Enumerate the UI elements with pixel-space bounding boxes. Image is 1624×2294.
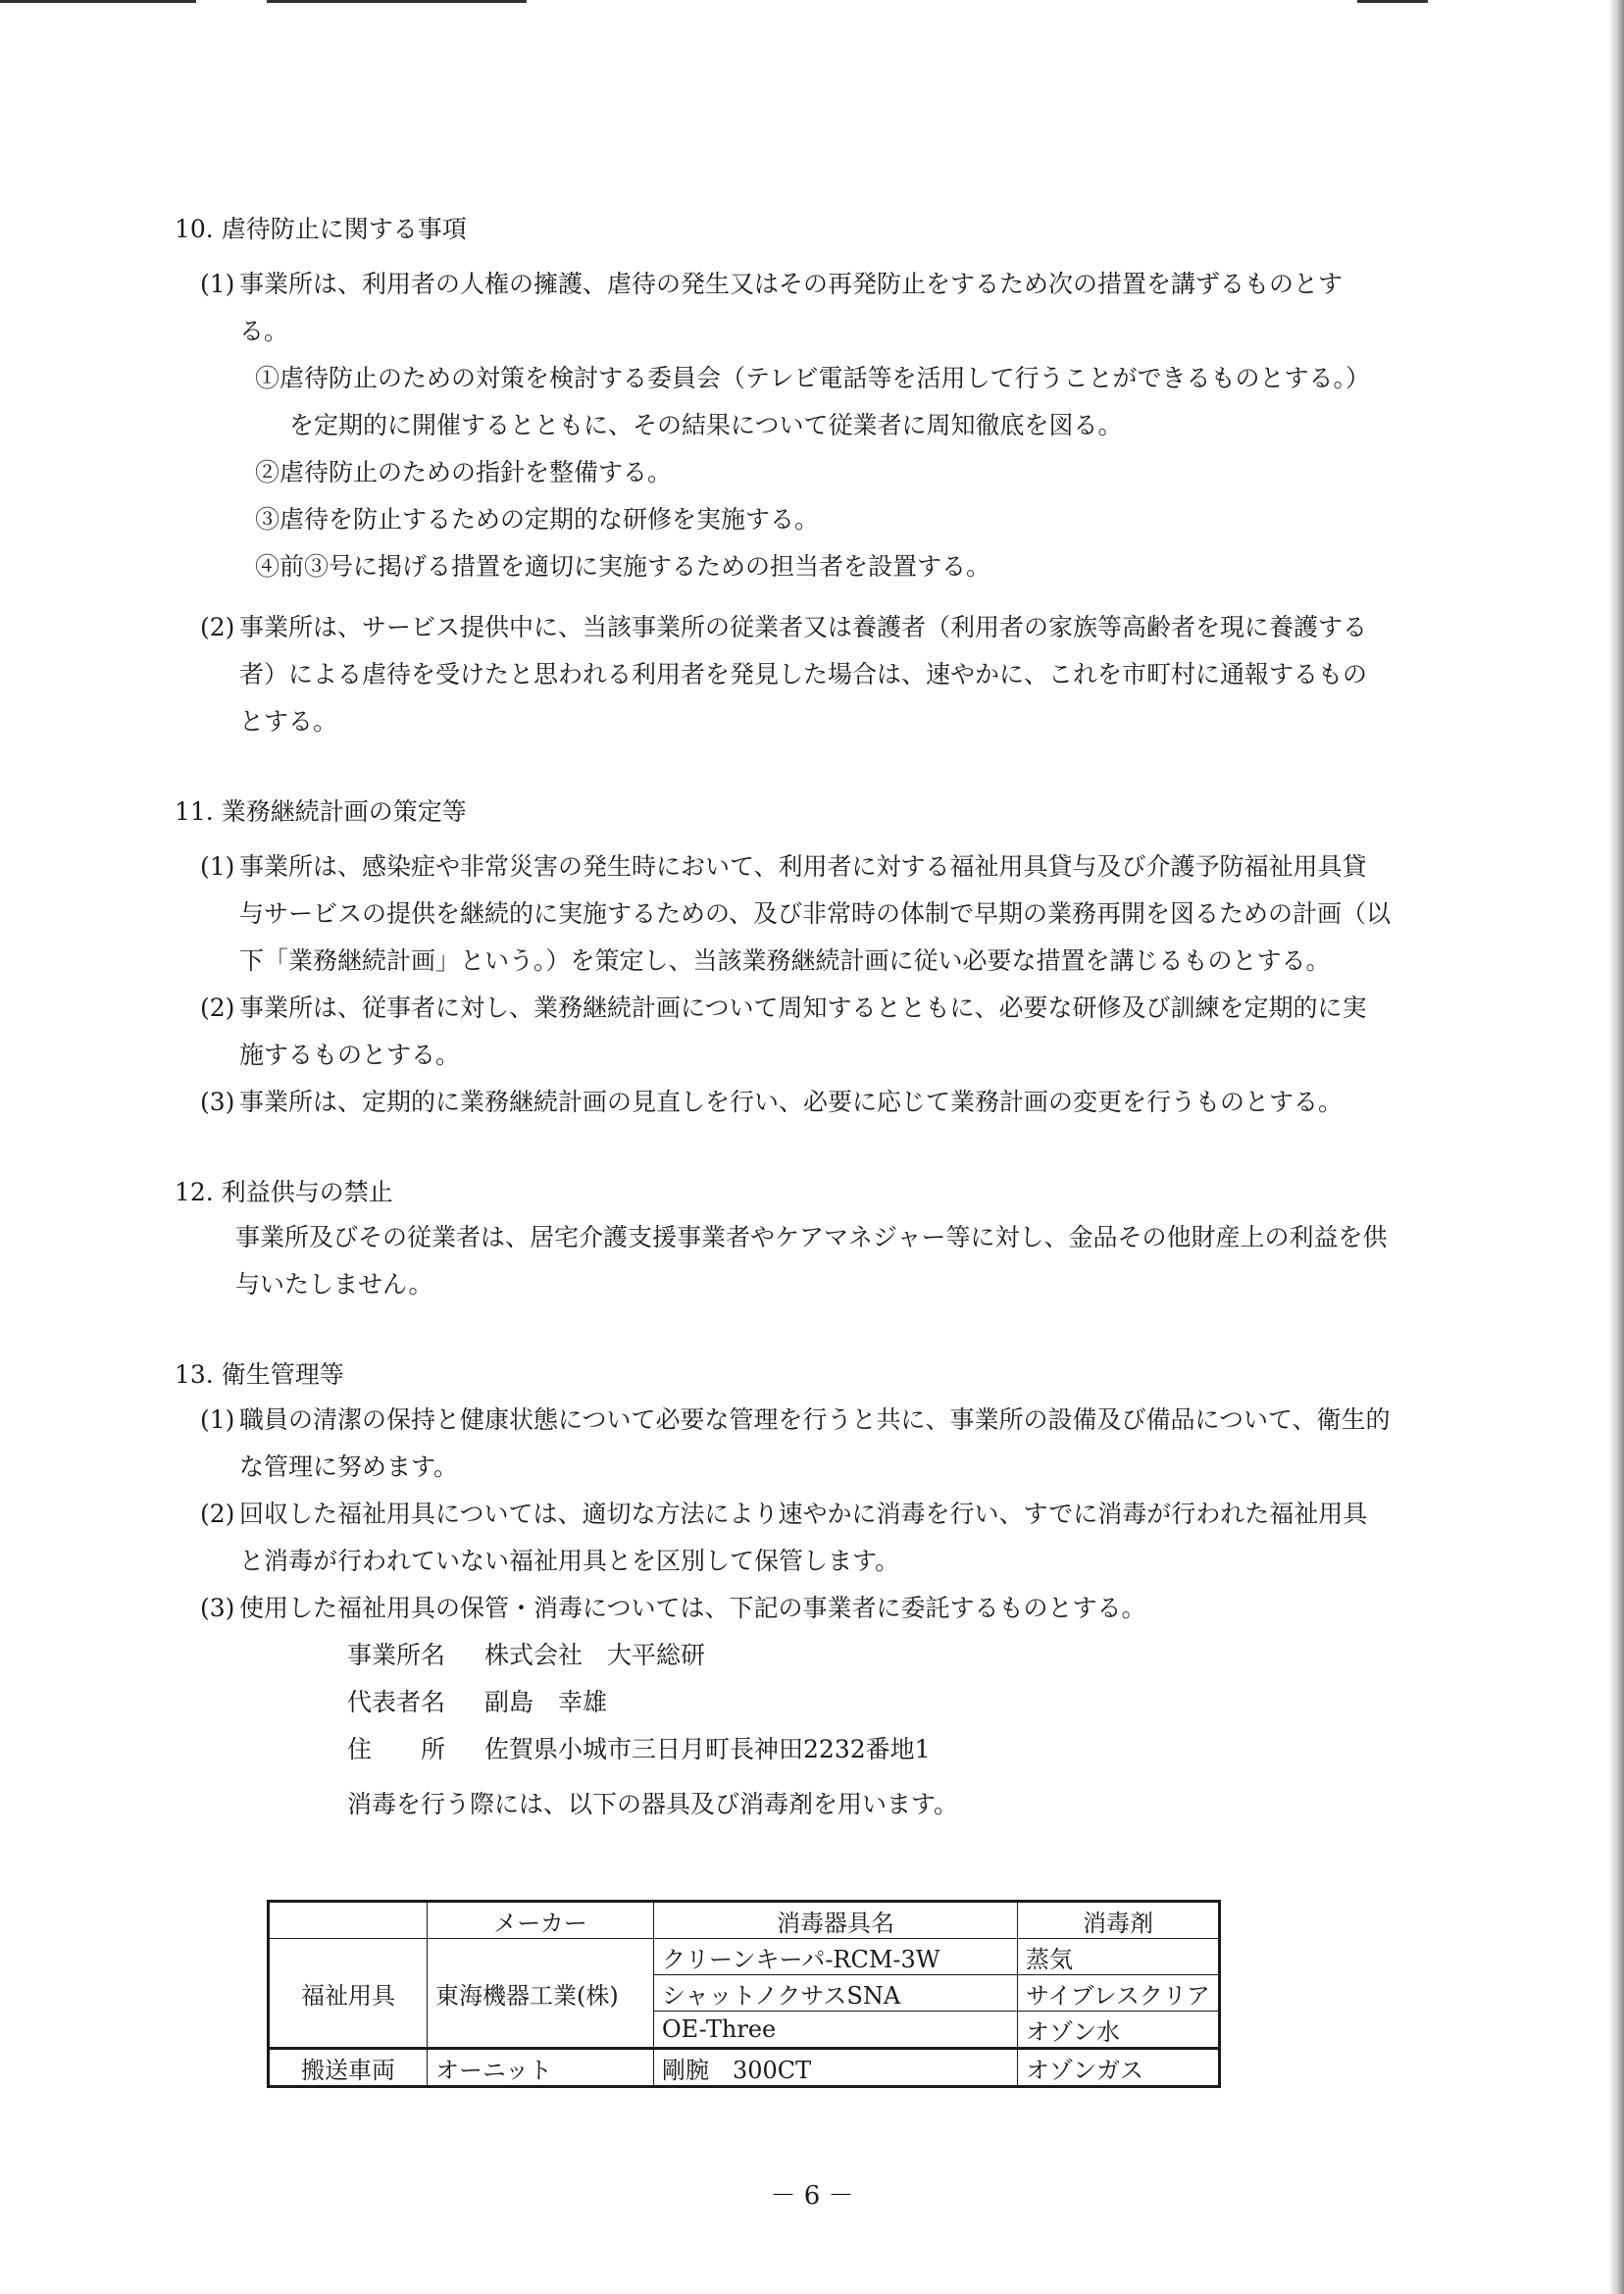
page-edge-shadow	[1608, 0, 1624, 2294]
item-number: (1)	[200, 270, 235, 298]
list-item	[175, 604, 1391, 745]
page-number: － 6 －	[770, 2181, 854, 2211]
section-10	[175, 208, 1391, 745]
field-value: 株式会社 大平総研	[484, 1641, 706, 1669]
equipment-note: 消毒を行う際には、以下の器具及び消毒剤を用います。	[347, 1790, 959, 1818]
item-text: 事業所は、従事者に対し、業務継続計画について周知するとともに、必要な研修及び訓練を定期的に実施するものとする。	[239, 994, 1367, 1069]
table-header: 消毒剤	[1018, 1902, 1220, 1939]
list-item	[175, 1585, 1391, 1632]
field-value: 佐賀県小城市三日月町長神田2232番地1	[484, 1735, 931, 1763]
item-text: 事業所は、感染症や非常災害の発生時において、利用者に対する福祉用具貸与及び介護予防福祉用具貸与サービスの提供を継続的に実施するための、及び非常時の体制で早期の業務再開を図るための計画（以下「業務継続計画」という。）を策定し、当該業務継続計画に従い必要な措置を講じるものとする。	[239, 852, 1392, 975]
item-text: 回収した福祉用具については、適切な方法により速やかに消毒を行い、すでに消毒が行われた福祉用具と消毒が行われていない福祉用具とを区別して保管します。	[239, 1500, 1368, 1575]
item-number: (2)	[200, 1500, 235, 1528]
sub-item: ①虐待防止のための対策を検討する委員会（テレビ電話等を活用して行うことができるものとする。）を定期的に開催するとともに、その結果について従業者に周知徹底を図る。	[255, 364, 1371, 439]
scan-mark-left	[0, 0, 196, 3]
table-cell: OE-Three	[654, 2012, 1018, 2049]
item-text: 使用した福祉用具の保管・消毒については、下記の事業者に委託するものとする。	[239, 1594, 1146, 1622]
section-title: 11. 業務継続計画の策定等	[175, 797, 467, 826]
table-cell: シャットノクサスSNA	[654, 1975, 1018, 2012]
section-11	[175, 790, 1391, 1126]
field-value: 副島 幸雄	[484, 1688, 608, 1716]
contractor-rep-row	[347, 1679, 1391, 1726]
section-text: 事業所及びその従業者は、居宅介護支援事業者やケアマネジャー等に対し、金品その他財産上の利益を供与いたしません。	[235, 1223, 1388, 1299]
table-header-row	[269, 1902, 1220, 1939]
sub-item-list	[255, 355, 1391, 590]
table-cell: 東海機器工業(株)	[428, 1939, 654, 2049]
table-header: 消毒器具名	[654, 1902, 1018, 1939]
item-text: 事業所は、利用者の人権の擁護、虐待の発生又はその再発防止をするため次の措置を講ずるものとする。	[239, 270, 1344, 345]
table-cell: オゾンガス	[1018, 2049, 1220, 2087]
scan-mark-center	[267, 0, 527, 3]
document-body	[175, 208, 1391, 1830]
table-cell: クリーンキーパ-RCM-3W	[654, 1939, 1018, 1975]
item-number: (2)	[200, 994, 235, 1022]
list-item	[175, 1079, 1391, 1126]
list-item	[175, 843, 1391, 985]
table-cell: 蒸気	[1018, 1939, 1220, 1975]
item-number: (1)	[200, 1405, 235, 1434]
sub-item: ④前③号に掲げる措置を適切に実施するための担当者を設置する。	[255, 552, 991, 581]
table-header	[269, 1902, 428, 1939]
section-title: 13. 衛生管理等	[175, 1360, 344, 1389]
item-number: (3)	[200, 1594, 235, 1622]
table-row	[269, 2049, 1220, 2087]
table-row	[269, 1939, 1220, 1975]
sub-item: ③虐待を防止するための定期的な研修を実施する。	[255, 505, 820, 534]
scan-mark-right	[1357, 0, 1428, 3]
item-number: (1)	[200, 852, 235, 881]
list-item	[175, 261, 1391, 355]
list-item	[175, 985, 1391, 1079]
section-12	[175, 1171, 1391, 1308]
contractor-name-row	[347, 1632, 1391, 1679]
table-cell: オーニット	[428, 2049, 654, 2087]
item-text: 職員の清潔の保持と健康状態について必要な管理を行うと共に、事業所の設備及び備品について、衛生的な管理に努めます。	[239, 1405, 1391, 1481]
field-label: 住 所	[347, 1735, 446, 1763]
sub-item: ②虐待防止のための指針を整備する。	[255, 458, 673, 486]
table-cell: サイブレスクリア	[1018, 1975, 1220, 2012]
list-item	[175, 1491, 1391, 1585]
table-cell: オゾン水	[1018, 2012, 1220, 2049]
table-cell: 搬送車両	[269, 2049, 428, 2087]
contractor-info	[347, 1632, 1391, 1773]
disinfection-table	[267, 1900, 1221, 2088]
field-label: 事業所名	[347, 1641, 446, 1669]
item-text: 事業所は、定期的に業務継続計画の見直しを行い、必要に応じて業務計画の変更を行うものとする。	[239, 1088, 1344, 1116]
section-13	[175, 1353, 1391, 1830]
table-header: メーカー	[428, 1902, 654, 1939]
contractor-address-row	[347, 1726, 1391, 1773]
table-cell: 剛腕 300CT	[654, 2049, 1018, 2087]
section-title: 10. 虐待防止に関する事項	[175, 215, 467, 243]
table-cell: 福祉用具	[269, 1939, 428, 2049]
list-item	[175, 1397, 1391, 1491]
item-number: (3)	[200, 1088, 235, 1116]
item-number: (2)	[200, 613, 235, 641]
section-title: 12. 利益供与の禁止	[175, 1178, 393, 1206]
field-label: 代表者名	[347, 1688, 446, 1716]
item-text: 事業所は、サービス提供中に、当該事業所の従業者又は養護者（利用者の家族等高齢者を現に養護する者）による虐待を受けたと思われる利用者を発見した場合は、速やかに、これを市町村に通報するものとする。	[239, 613, 1368, 736]
